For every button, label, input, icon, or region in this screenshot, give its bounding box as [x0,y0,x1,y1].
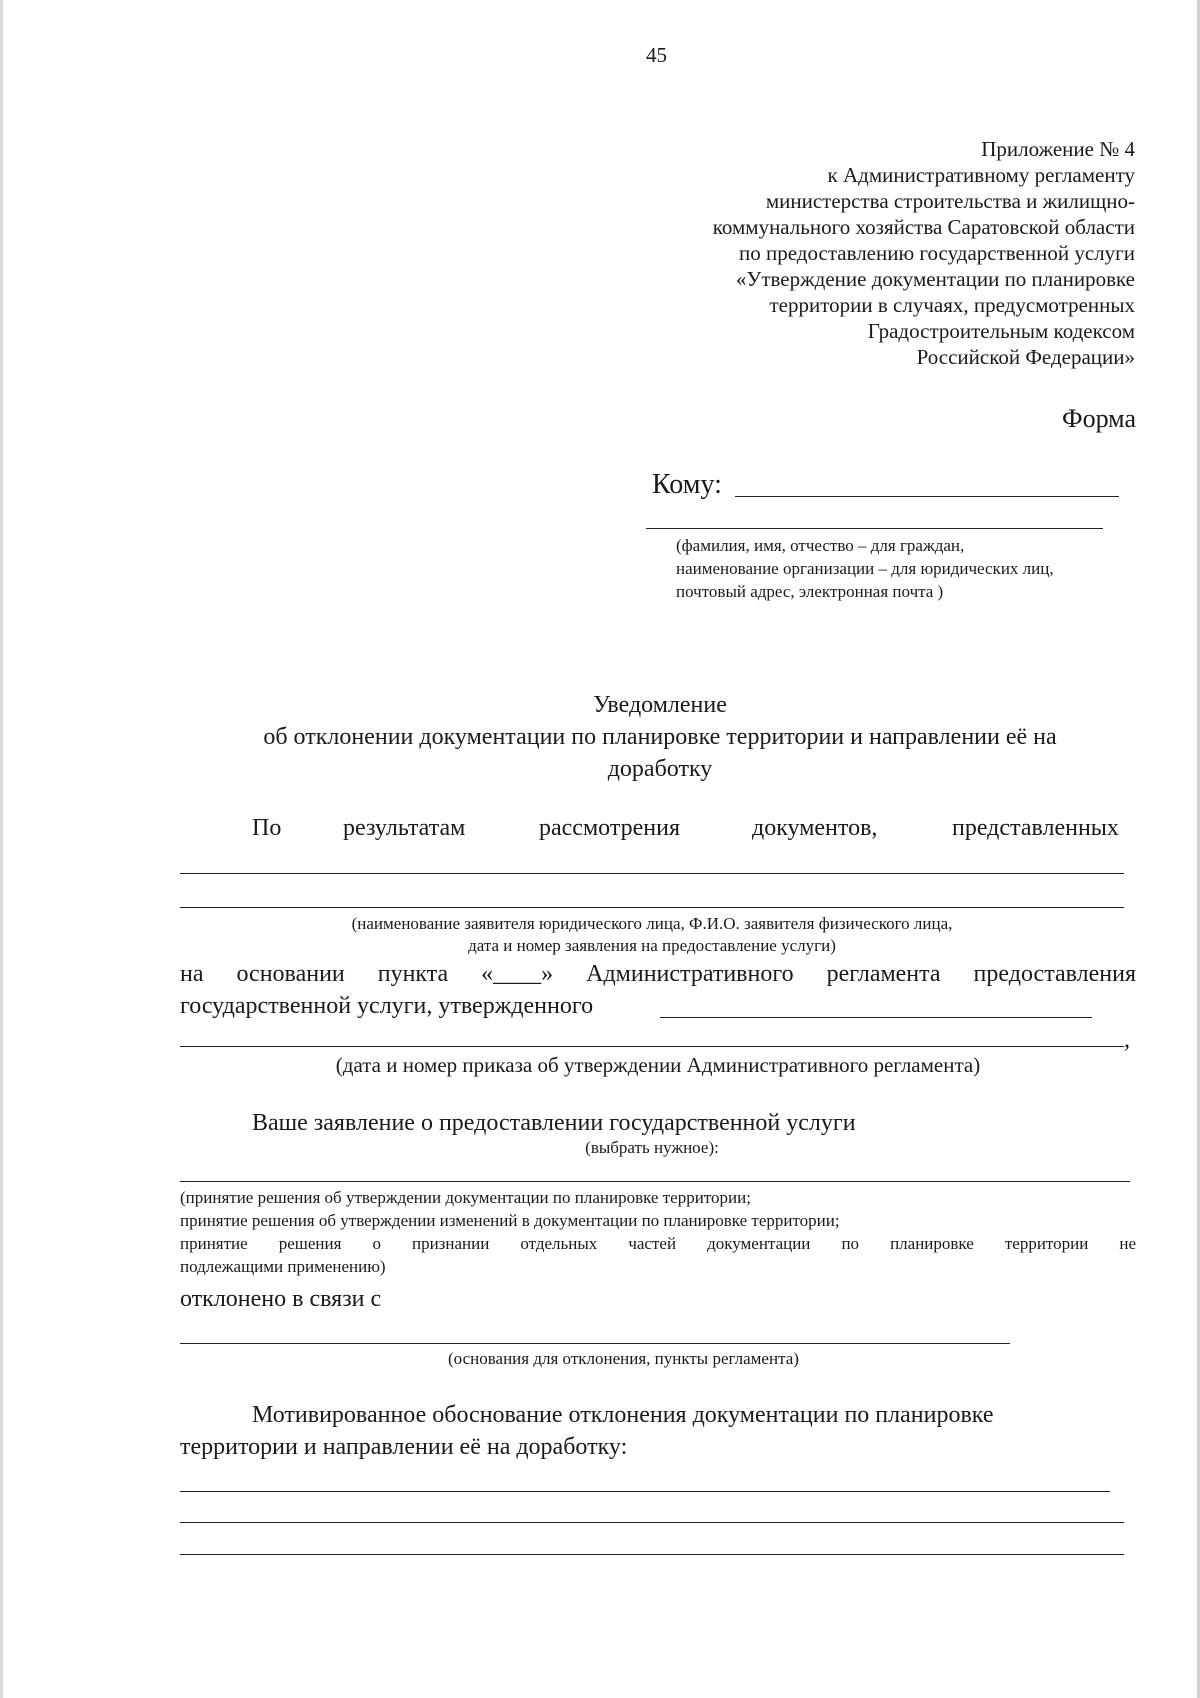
addressee-input-line[interactable] [735,496,1119,497]
notice-title: Уведомление [593,692,727,718]
order-comma: , [1124,1027,1130,1053]
appendix-line-5: по предоставлению государственной услуги [739,241,1135,265]
addressee-input-line-2[interactable] [646,528,1103,529]
applicant-hint-2: дата и номер заявления на предоставление услуги) [468,936,836,955]
motivation-line-1: Мотивированное обоснование отклонения документации по планировке [252,1402,994,1428]
application-line: Ваше заявление о предоставлении государственной услуги [252,1110,856,1136]
grounds-hint: (основания для отклонения, пункты регламента) [448,1349,799,1368]
basis-line-2: государственной услуги, утвержденного [180,993,594,1019]
results-word-4: документов, [752,815,878,841]
order-input-line[interactable] [180,1046,1124,1047]
approval-input-line[interactable] [660,1017,1092,1018]
applicant-input-line-2[interactable] [180,907,1124,908]
appendix-line-8: Градостроительным кодексом [867,319,1135,343]
results-word-5: представленных [952,815,1119,841]
applicant-hint-1: (наименование заявителя юридического лица, Ф.И.О. заявителя физического лица, [351,914,953,933]
addressee-label: Кому: [652,469,722,500]
appendix-line-7: территории в случаях, предусмотренных [769,293,1135,317]
appendix-line-4: коммунального хозяйства Саратовской области [712,215,1135,239]
choose-hint: (выбрать нужное): [585,1138,719,1157]
option-2: принятие решения об утверждении изменений в документации по планировке территории; [180,1211,840,1230]
grounds-input-line[interactable] [180,1343,1010,1344]
basis-line-1: на основании пункта «____» Административного регламента предоставления [180,961,1136,987]
choice-input-line[interactable] [180,1181,1130,1182]
appendix-line-1: Приложение № 4 [981,137,1135,161]
results-word-1: По [252,815,282,841]
addressee-hint-3: почтовый адрес, электронная почта ) [676,582,944,601]
motivation-line-2: территории и направлении её на доработку: [180,1434,628,1460]
applicant-input-line-1[interactable] [180,873,1124,874]
appendix-line-2: к Административному регламенту [827,163,1135,187]
rejected-label: отклонено в связи с [180,1286,382,1312]
option-3: принятие решения о признании отдельных частей документации по планировке территории не [180,1234,1136,1253]
addressee-hint-2: наименование организации – для юридических лиц, [676,559,1054,578]
results-word-3: рассмотрения [539,815,680,841]
option-4: подлежащими применению) [180,1257,386,1276]
appendix-line-9: Российской Федерации» [916,345,1135,369]
appendix-line-3: министерства строительства и жилищно- [765,189,1135,213]
appendix-line-6: «Утверждение документации по планировке [735,267,1135,291]
notice-subtitle-2: доработку [607,756,713,782]
motivation-input-line-2[interactable] [180,1522,1124,1523]
scan-edge-left [0,0,3,1698]
form-label: Форма [1062,404,1136,433]
addressee-hint-1: (фамилия, имя, отчество – для граждан, [676,536,965,555]
motivation-input-line-1[interactable] [180,1491,1110,1492]
option-1: (принятие решения об утверждении документации по планировке территории; [180,1188,751,1207]
order-hint: (дата и номер приказа об утверждении Административного регламента) [335,1053,981,1077]
results-word-2: результатам [343,815,466,841]
notice-subtitle-1: об отклонении документации по планировке территории и направлении её на [263,724,1057,750]
motivation-input-line-3[interactable] [180,1554,1124,1555]
page-number: 45 [646,43,667,67]
